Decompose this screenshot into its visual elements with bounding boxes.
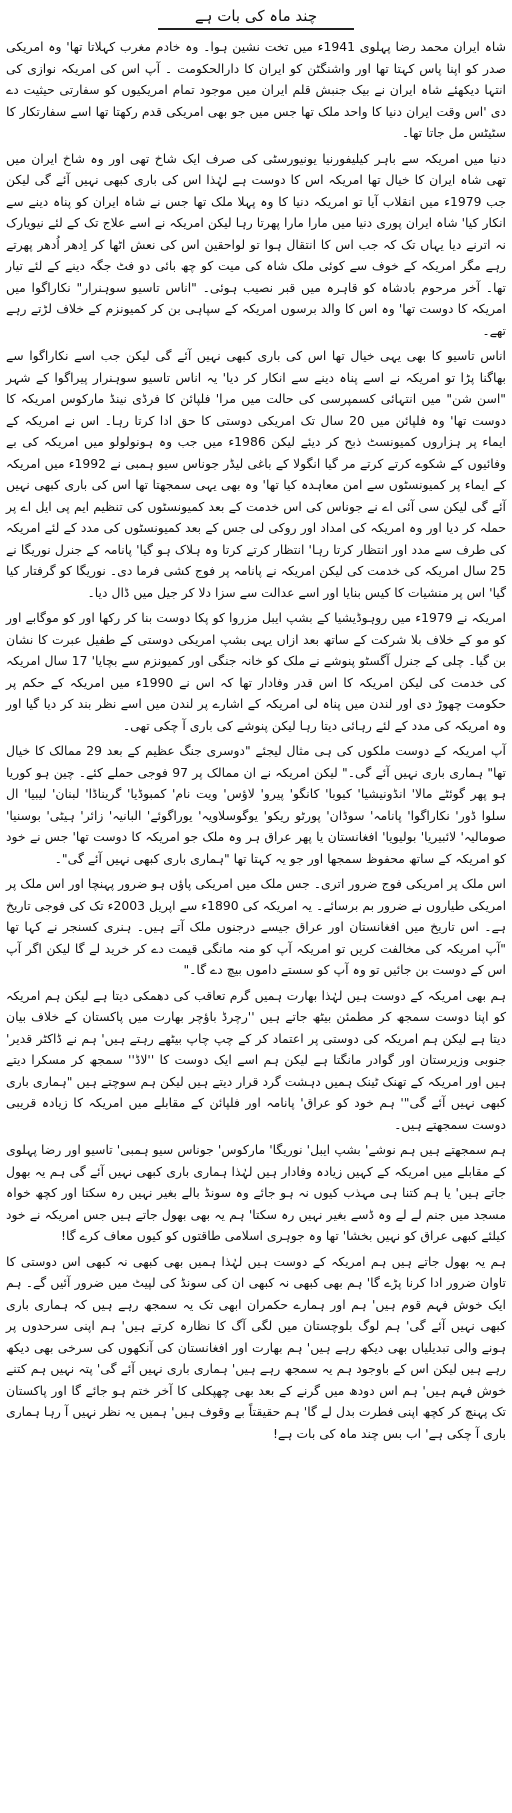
- article-body: [6, 36, 506, 1444]
- article-title: چند ماہ کی بات ہے: [194, 7, 318, 25]
- paragraph: شاہ ایران محمد رضا پہلوی 1941ء میں تخت نشین ہوا۔ وہ خادم مغرب کہلاتا تھا' وہ امریکی صدر کو اپنا پاس کہتا تھا اور واشنگٹن کو ایران کا دارالحکومت ۔ آپ اس کی امریکہ نوازی کی انتہا دیکھئے شاہ ایران نے بیک جنبش قلم ایران میں موجود تمام امریکیوں کو سفارتی حیثیت دے دی 'اس وقت ایران دنیا کا واحد ملک تھا جس میں جو بھی امریکی قدم رکھتا تھا اسے سفارتکار کا سٹیٹس مل جاتا تھا۔: [6, 39, 506, 140]
- paragraph: اس ملک پر امریکی فوج ضرور اتری۔ جس ملک میں امریکی پاؤں ہو ضرور پہنچا اور اس ملک پر امریکی طیاروں نے ضرور بم برسائے۔ یہ امریکہ کی 1890ء سے اپریل 2003ء تک کی فوجی تاریخ ہے۔ اس تاریخ میں افغانستان اور عراق جیسے درجنوں ملک آتے ہیں۔ ہنری کسنجر نے کہا تھا "آپ امریکہ کی مخالفت کریں تو امریکہ آپ کو منہ مانگی قیمت دے کر خرید لے گا لیکن اگر آپ اس کے دوست بن جائیں تو وہ آپ کو سستے داموں بیچ دے گا۔": [6, 876, 507, 977]
- paragraph: دنیا میں امریکہ سے باہر کیلیفورنیا یونیورسٹی کی صرف ایک شاخ تھی اور وہ شاخ ایران میں تھی شاہ ایران کا خیال تھا امریکہ اس کا دوست ہے لہٰذا اس کی باری کبھی نہیں آئے گی لیکن جب 1979ء میں انقلاب آیا تو امریکہ دنیا کا وہ پہلا ملک تھا جس نے شاہ ایران کو پناہ دینے سے انکار کیا' شاہ ایران پوری دنیا میں مارا مارا پھرتا رہا لیکن امریکہ نے اسے علاج تک کے لئے نیویارک نہ اترنے دیا یہاں تک کہ جب اس کا انتقال ہوا تو لواحقین اس کی نعش اٹھا کر اِدھر اُدھر پھرتے رہے مگر امریکہ کے خوف سے کوئی ملک شاہ کی میت کو چھ بائی دو فٹ جگہ دینے کے لئے تیار تھا۔ آخر مرحوم بادشاہ کو قاہرہ میں قبر نصیب ہوئی۔ "اناس تاسیو سوہنرار" نکاراگوا میں امریکہ کا دوست تھا' وہ اس کا والد برسوں امریکہ کے سپاہی بن کر کمیونزم کے خلاف لڑتے رہے تھے۔: [6, 150, 507, 338]
- paragraph: امریکہ نے 1979ء میں روہوڈیشیا کے بشپ ایبل مزروا کو پکا دوست بنا کر رکھا اور کو موگابے اور کو مو کے خلاف بلا شرکت کے ساتھ بعد ازاں یہی بشپ امریکی دوستی کے طفیل عبرت کا نشان بن گیا۔ چلی کے جنرل آگسٹو پنوشے نے ملک کو خانہ جنگی اور کمیونزم سے بچایا' 17 سال امریکہ کی خدمت کی لیکن امریکہ کا اس قدر وفادار تھا کہ اس نے 1990ء میں امریکہ کے حکم پر حکومت چھوڑ دی اور لندن میں پناہ لی امریکہ کے اشارے پر لندن میں اسے نظر بند کر دیا گیا اور وہ امریکہ کی مدد کے لئے رہائی دیتا رہا لیکن پنوشے کی باری آ چکی تھی۔: [6, 610, 506, 733]
- paragraph: ہم بھی امریکہ کے دوست ہیں لہٰذا بھارت ہمیں گرم تعاقب کی دھمکی دیتا ہے لیکن ہم امریکہ کو اپنا دوست سمجھ کر مطمئن بیٹھ جاتے ہیں ''رچرڈ باؤچر بھارت میں پاکستان کے خلاف بیان دیتا ہے لیکن ہم امریکہ کی دوستی پر اعتماد کر کے چپ چاپ بیٹھے رہتے ہیں' ہم نے ڈاکٹر قدیر' جنوبی وزیرستان اور گوادر مانگتا ہے لیکن ہم اسے ایک دوست کا ''لاڈ'' سمجھ کر مسکرا دیتے ہیں اور امریکہ کے تھنک ٹینک ہمیں دہشت گرد قرار دیتے ہیں لیکن ہم سوچتے ہیں "ہماری باری کبھی نہیں آئے گی"' ہم خود کو عراق' پانامہ اور فلپائن کے مقابلے میں امریکہ کا زیادہ قریبی دوست سمجھتے ہیں۔: [6, 987, 506, 1132]
- title-underline: [158, 28, 354, 30]
- paragraph: آپ امریکہ کے دوست ملکوں کی ہی مثال لیجئے "دوسری جنگ عظیم کے بعد 29 ممالک کا خیال تھا" ہماری باری نہیں آئے گی۔" لیکن امریکہ نے ان ممالک پر 97 فوجی حملے کئے۔ چین ہو کوریا ہو پھر گوئٹے مالا' انڈونیشیا' کیوبا' کانگو' پیرو' لاؤس' ویت نام' کمبوڈیا' گریناڈا' لبنان' لیبیا' ال سلوا ڈور' نکاراگوا' پانامہ' سوڈان' پورٹو ریکو' یوگوسلاویہ' یوراگوئے' البانیہ' زائر' ہیٹی' بوسنیا' صومالیہ' لائبیریا' بولیویا' افغانستان یا پھر عراق ہر وہ ملک جو امریکہ کا دوست تھا' جس نے خود کو امریکہ کے ساتھ محفوظ سمجھا اور جو یہ کہتا تھا "ہماری باری کبھی نہیں آئے گی"۔: [6, 743, 506, 866]
- paragraph: ہم سمجھتے ہیں ہم نوشے' بشپ ایبل' نوریگا' مارکوس' جوناس سیو ہمبی' تاسیو اور رضا پہلوی کے مقابلے میں امریکہ کے کہیں زیادہ وفادار ہیں لہٰذا ہماری باری کبھی نہیں آئے گی ہم یہ بھول جاتے ہیں' یا ہم کتنا ہی مہذب کیوں نہ ہو جائے وہ سونڈ بالے بغیر نہیں رہ سکتا اور کچھ خواہ مسجد میں جنم لے لے وہ ڈسے بغیر نہیں رہ سکتا' ہم یہ بھی بھول جاتے ہیں جس امریکہ نے خود کیلئے کبھی عراق کو نہیں بخشا' تھا وہ جوہری اسلامی طاقتوں کو کیوں معاف کرے گا!: [6, 1142, 506, 1243]
- paragraph: اناس تاسیو کا بھی یہی خیال تھا اس کی باری کبھی نہیں آئے گی لیکن جب اسے نکاراگوا سے بھاگنا پڑا تو امریکہ نے اسے پناہ دینے سے انکار کر دیا' یہ اناس تاسیو سوہنرار پیراگوا کے شہر "اسن شن" میں انتہائی کسمپرسی کی حالت میں مرا' فلپائن کا فرڈی نینڈ مارکوس امریکہ کا دوست تھا' وہ فلپائن میں 20 سال تک امریکی دوستی کا حق ادا کرتا رہا۔ اس نے امریکہ کے ایماء پر ہزاروں کمیونسٹ ذبح کر دیئے لیکن 1986ء میں جب وہ ہونولولو میں امریکہ کی بے وفائیوں کے شکوے کرتے کرتے مر گیا انگولا کے باغی لیڈر جوناس سیو ہمبی نے 1992ء میں امریکہ کے ایماء پر کمیونسٹوں سے امن معاہدہ کیا تھا' وہ بھی یہی سمجھتا تھا اس کی باری کبھی نہیں آئے گی لیکن سی آئی اے نے جوناس کی اس خدمت کے بعد کمیونسٹوں کی تنظیم ایم پی ایل اے پر حملہ کر دیا اور وہ امریکہ کی امداد اور روکی لی جس کے بعد کمیونسٹوں کی مدد کے لئے امریکہ کی طرف سے مدد اور انتظار کرتا رہا' انتظار کرتے کرتا وہ ہلاک ہو گیا' پانامہ کے جنرل نوریگا نے 25 سال امریکہ کی خدمت کی لیکن امریکہ نے پانامہ پر فوج کشی فرما دی۔ نوریگا کو گرفتار کیا گیا' اس پر منشیات کا کیس بنایا اور اسے عدالت سے سزا دلا کر جیل میں ڈال دیا۔: [6, 348, 506, 600]
- paragraph: ہم یہ بھول جاتے ہیں ہم امریکہ کے دوست ہیں لہٰذا ہمیں بھی کبھی نہ کبھی اس دوستی کا تاوان ضرور ادا کرنا پڑے گا' ہم بھی کبھی نہ کبھی ان کی سونڈ کی لپیٹ میں ضرور آئیں گے۔ ہم ایک خوش فہم قوم ہیں' ہم اور ہمارے حکمران ابھی تک یہ سمجھ رہے ہیں کہ ہماری باری کبھی نہیں آئے گی' ہم لوگ بلوچستان میں لگی آگ کا نظارہ کرتے ہیں' ہم اپنی سرحدوں پر ہونے والی تبدیلیاں بھی دیکھ رہے ہیں' ہم بھارت اور افغانستان کی آنکھوں کی سرخی بھی دیکھ رہے ہیں لیکن اس کے باوجود ہم یہ سمجھ رہے ہیں' ہماری باری نہیں آئے گی' پتہ نہیں ہم کتنے خوش فہم ہیں' ہم اس دودھ میں گرنے کے بعد بھی چھپکلی کا آخر ختم ہو جائے گا اور پاکستان تک پہنچ کر کچھ اپنی فطرت بدل لے گا' ہم حقیقتاً بے وقوف ہیں' ہمیں یہ نظر نہیں آ رہا ہماری باری آ چکی ہے' اب بس چند ماہ کی بات ہے!: [6, 1253, 506, 1441]
